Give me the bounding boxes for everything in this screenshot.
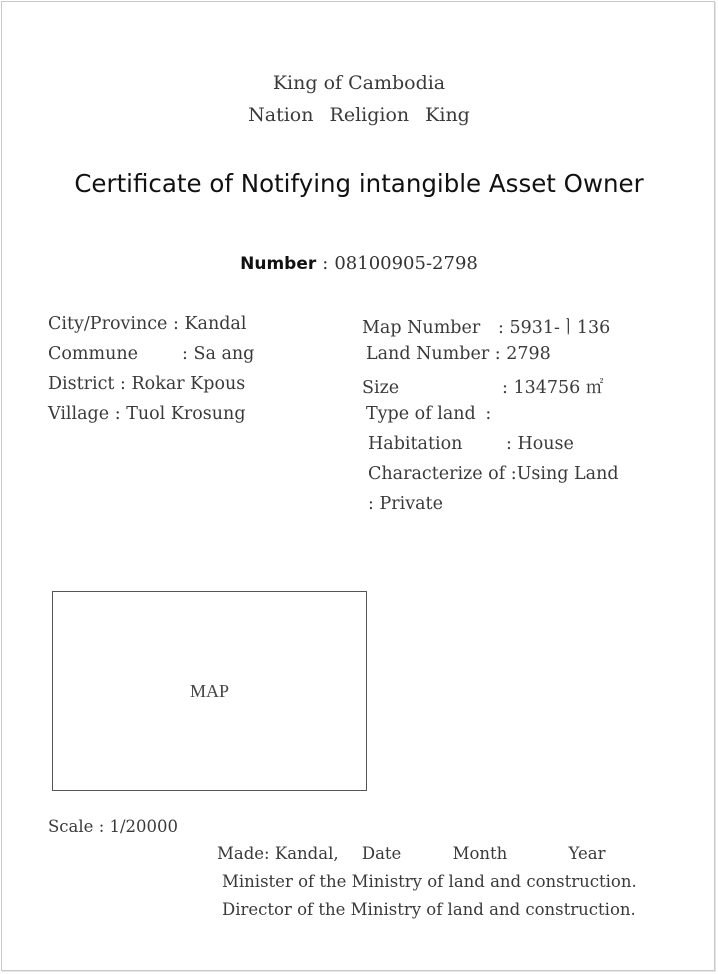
city-province-value: Kandal (184, 314, 247, 334)
map-number-value: 5931-ㅣ136 (509, 318, 611, 338)
characterize-sep: : (510, 464, 517, 484)
certificate-number (2, 253, 716, 274)
header-line-2: Nation Religion King (248, 104, 470, 126)
district-value: Rokar Kpous (131, 374, 246, 394)
minister-signatory: Minister of the Ministry of land and construction. (222, 872, 637, 891)
district-label: District (48, 374, 115, 394)
map-box (52, 591, 367, 791)
ownership-row (368, 494, 443, 514)
village-row (48, 404, 246, 424)
habitation-label: Habitation (368, 434, 463, 454)
certificate-title: Certificate of Notifying intangible Asset Owner (74, 169, 644, 198)
made-place: Kandal, (274, 844, 339, 863)
certificate-page (1, 1, 715, 971)
city-province-label: City/Province (48, 314, 168, 334)
characterize-value: Using Land (516, 464, 619, 484)
made-month: Month (452, 844, 508, 863)
district-sep: : (120, 374, 126, 394)
ownership-sep: : (368, 494, 374, 514)
scale-label: Scale (48, 817, 94, 836)
made-prefix: Made: (217, 844, 270, 863)
land-number-value: 2798 (506, 344, 551, 364)
size-value: 134756 ㎡ (513, 378, 604, 398)
characterize-label: Characterize of (368, 464, 506, 484)
commune-value: Sa ang (193, 344, 255, 364)
map-number-sep: : (498, 318, 504, 338)
commune-label: Commune (48, 344, 139, 364)
land-number-label: Land Number (366, 344, 490, 364)
city-province-row (48, 314, 246, 334)
size-sep: : (502, 378, 508, 398)
village-label: Village (48, 404, 110, 424)
number-label: Number (240, 254, 317, 274)
characterize-row (368, 464, 619, 484)
type-of-land-row (366, 404, 491, 424)
district-row (48, 374, 245, 394)
habitation-sep: : (506, 434, 512, 454)
number-separator: : (322, 253, 329, 274)
habitation-value: House (517, 434, 574, 454)
type-of-land-label: Type of land (366, 404, 476, 424)
village-value: Tuol Krosung (126, 404, 246, 424)
commune-row (48, 344, 254, 364)
map-number-row (362, 314, 610, 339)
size-row (362, 374, 603, 399)
director-signatory: Director of the Ministry of land and construction. (222, 900, 636, 919)
scale-value: 1/20000 (109, 817, 179, 836)
scale-row (48, 817, 178, 836)
number-value: 08100905-2798 (334, 253, 478, 274)
habitation-row (368, 434, 574, 454)
ownership-value: Private (379, 494, 443, 514)
type-of-land-sep: : (485, 404, 492, 424)
land-number-row (366, 344, 551, 364)
made-date: Date (361, 844, 402, 863)
map-label: MAP (189, 681, 229, 701)
size-label: Size (362, 378, 400, 398)
village-sep: : (114, 404, 121, 424)
scale-sep: : (98, 817, 105, 836)
map-number-label: Map Number (362, 318, 481, 338)
land-number-sep: : (494, 344, 501, 364)
commune-sep: : (182, 344, 188, 364)
made-year: Year (568, 844, 606, 863)
made-row (217, 844, 605, 863)
header-line-1: King of Cambodia (272, 72, 446, 94)
city-province-sep: : (172, 314, 179, 334)
